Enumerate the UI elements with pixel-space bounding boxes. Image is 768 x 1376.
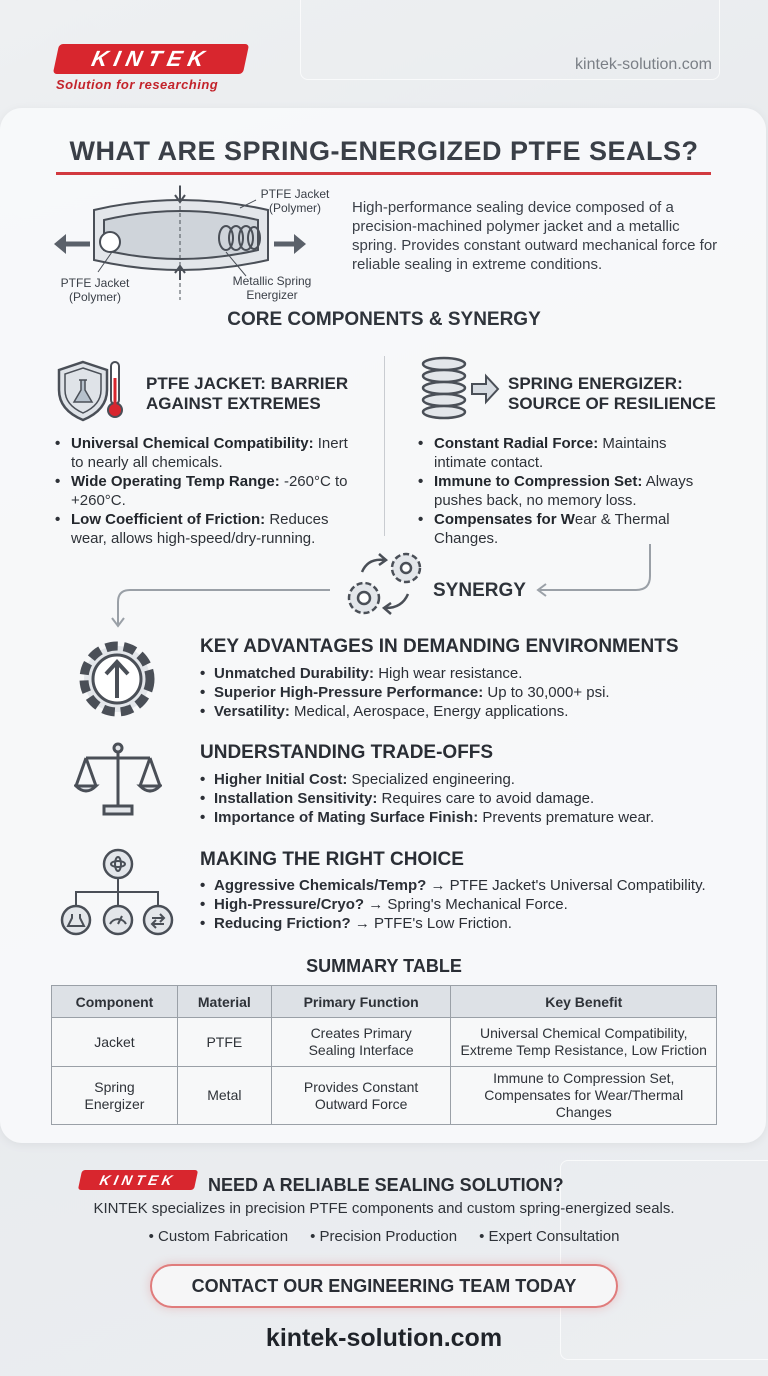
list-item: • Wide Operating Temp Range: -260°C to +260°C. [55,472,355,510]
table-row [52,1067,717,1125]
logo-tagline: Solution for researching [56,77,219,92]
service-item: • Custom Fabrication [149,1228,288,1245]
list-item: • Higher Initial Cost: Specialized engineering. [200,770,720,789]
table-cell: Creates Primary Sealing Interface [271,1018,451,1067]
decision-tree-icon [58,846,176,938]
table-cell: Universal Chemical Compatibility, Extreme Temp Resistance, Low Friction [451,1018,717,1067]
list-item: • Importance of Mating Surface Finish: Prevents premature wear. [200,808,720,827]
gears-icon [342,550,426,620]
spring-energizer-list [418,434,718,548]
cta-title: NEED A RELIABLE SEALING SOLUTION? [208,1175,564,1195]
ptfe-jacket-heading: PTFE JACKET: BARRIER AGAINST EXTREMES [146,374,349,413]
label-ptfe-jacket-left: PTFE Jacket (Polymer) [60,276,130,304]
column-divider [384,356,385,536]
column-header: Primary Function [271,986,451,1018]
cta-services-list [0,1228,768,1245]
right-choice-list [200,876,740,933]
seal-diagram [50,180,340,308]
list-item: • Compensates for Wear & Thermal Changes. [418,510,718,548]
cta-kintek-logo: KINTEK [78,1170,198,1190]
list-item: • Constant Radial Force: Maintains intimate contact. [418,434,718,472]
table-cell: Provides Constant Outward Force [271,1067,451,1125]
list-item: • Reducing Friction? → PTFE's Low Friction. [200,914,740,933]
kintek-logo[interactable] [56,44,246,92]
table-cell: Spring Energizer [52,1067,178,1125]
summary-table [51,985,717,1125]
balance-scale-icon [74,740,162,820]
shield-thermometer-icon [55,358,127,424]
key-advantages-list [200,664,720,721]
cta-description: KINTEK specializes in precision PTFE components and custom spring-energized seals. [93,1200,675,1217]
website-link-bottom[interactable]: kintek-solution.com [265,1324,503,1352]
ptfe-jacket-list [55,434,355,548]
trade-offs-title: UNDERSTANDING TRADE-OFFS [200,742,494,763]
list-item: • Universal Chemical Compatibility: Inert to nearly all chemicals. [55,434,355,472]
service-item: • Precision Production [310,1228,457,1245]
right-choice-title: MAKING THE RIGHT CHOICE [200,849,464,870]
list-item: • Superior High-Pressure Performance: Up to 30,000+ psi. [200,683,720,702]
table-cell: Metal [177,1067,271,1125]
table-cell: Jacket [52,1018,178,1067]
table-row [52,1018,717,1067]
spring-energizer-heading: SPRING ENERGIZER: SOURCE OF RESILIENCE [508,374,716,413]
header [0,0,768,110]
column-header: Key Benefit [451,986,717,1018]
website-link-top[interactable]: kintek-solution.com [575,56,712,73]
core-components-title: CORE COMPONENTS & SYNERGY [227,309,541,330]
table-cell: PTFE [177,1018,271,1067]
list-item: • Unmatched Durability: High wear resistance. [200,664,720,683]
contact-engineering-button[interactable]: CONTACT OUR ENGINEERING TEAM TODAY [150,1264,618,1308]
column-header: Component [52,986,178,1018]
label-ptfe-jacket-top: PTFE Jacket (Polymer) [260,187,330,215]
list-item: • Versatility: Medical, Aerospace, Energy applications. [200,702,720,721]
intro-text: High-performance sealing device composed of a precision-machined polymer jacket and a metallic spring. Provides constant outward mechanical force for reliable sealing in extreme conditions. [352,199,718,273]
page-title: WHAT ARE SPRING-ENERGIZED PTFE SEALS? [69,136,699,166]
list-item: • High-Pressure/Cryo? → Spring's Mechanical Force. [200,895,740,914]
key-advantages-title: KEY ADVANTAGES IN DEMANDING ENVIRONMENTS [200,636,679,657]
spring-icon [420,356,500,422]
trade-offs-list [200,770,720,827]
list-item: • Installation Sensitivity: Requires care to avoid damage. [200,789,720,808]
service-item: • Expert Consultation [479,1228,619,1245]
list-item: • Low Coefficient of Friction: Reduces wear, allows high-speed/dry-running. [55,510,355,548]
logo-badge: KINTEK [53,44,249,74]
gear-arrow-up-icon [74,636,160,722]
list-item: • Immune to Compression Set: Always pushes back, no memory loss. [418,472,718,510]
label-metallic-spring: Metallic Spring Energizer [232,274,312,302]
title-underline [56,172,711,175]
synergy-label: SYNERGY [433,580,526,601]
list-item: • Aggressive Chemicals/Temp? → PTFE Jacket's Universal Compatibility. [200,876,740,895]
column-header: Material [177,986,271,1018]
summary-table-title: SUMMARY TABLE [306,956,462,976]
table-cell: Immune to Compression Set, Compensates for Wear/Thermal Changes [451,1067,717,1125]
table-header-row [52,986,717,1018]
